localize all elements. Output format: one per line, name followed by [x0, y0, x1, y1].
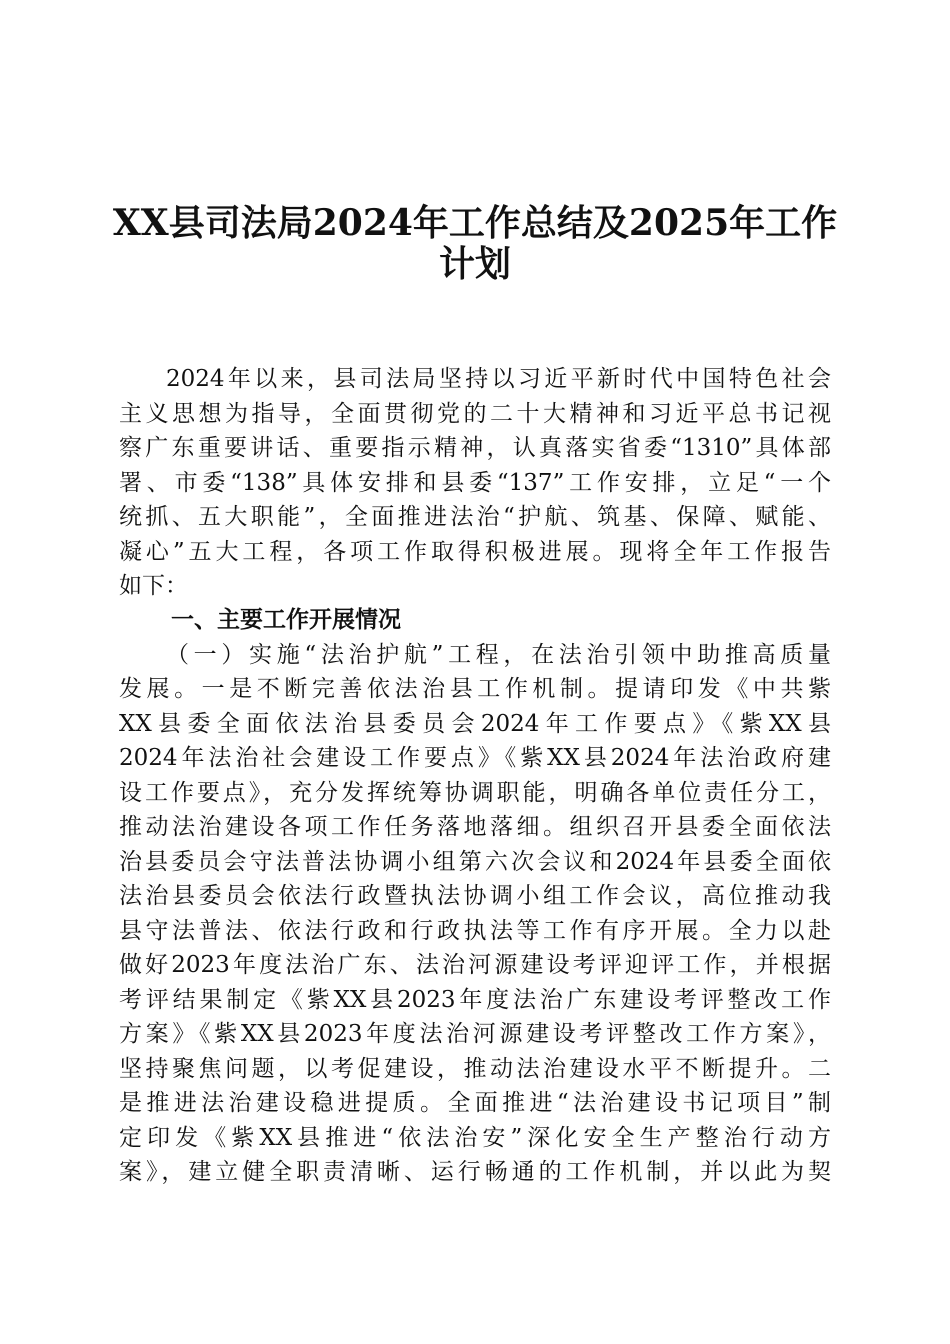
paragraph-line: 法治县委员会依法行政暨执法协调小组工作会议，高位推动我 — [119, 883, 831, 909]
paragraph-line: 主义思想为指导，全面贯彻党的二十大精神和习近平总书记视 — [119, 400, 831, 427]
paragraph-line: 做好2023年度法治广东、法治河源建设考评迎评工作，并根据 — [119, 952, 831, 978]
paragraph-line: 发展。一是不断完善依法治县工作机制。提请印发《中共紫 — [119, 676, 831, 702]
paragraph-line: 定印发《紫XX县推进“依法治安”深化安全生产整治行动方 — [119, 1124, 831, 1151]
paragraph-line: 统抓、五大职能”，全面推进法治“护航、筑基、保障、赋能、 — [119, 504, 831, 530]
section-heading: 一、主要工作开展情况 — [171, 607, 401, 633]
paragraph-line: （一）实施“法治护航”工程，在法治引领中助推高质量 — [166, 641, 831, 668]
paragraph-line: 凝心”五大工程，各项工作取得积极进展。现将全年工作报告 — [119, 538, 831, 565]
paragraph-line: 考评结果制定《紫XX县2023年度法治广东建设考评整改工作 — [119, 986, 831, 1013]
paragraph-line: XX县委全面依法治县委员会2024年工作要点》《紫XX县 — [119, 710, 831, 737]
paragraph-line: 案》，建立健全职责清晰、运行畅通的工作机制，并以此为契 — [119, 1159, 831, 1185]
paragraph-line: 察广东重要讲话、重要指示精神，认真落实省委“1310”具体部 — [119, 435, 831, 461]
document-title-line-1: XX县司法局2024年工作总结及2025年工作 — [112, 202, 838, 244]
paragraph-line: 方案》《紫XX县2023年度法治河源建设考评整改工作方案》， — [119, 1021, 831, 1047]
paragraph-line: 是推进法治建设稳进提质。全面推进“法治建设书记项目”制 — [119, 1090, 831, 1116]
paragraph-line: 如下： — [119, 573, 188, 599]
paragraph-line: 坚持聚焦问题，以考促建设，推动法治建设水平不断提升。二 — [119, 1055, 831, 1082]
paragraph-line: 署、市委“138”具体安排和县委“137”工作安排，立足“一个 — [119, 469, 831, 496]
paragraph-line: 2024年法治社会建设工作要点》《紫XX县2024年法治政府建 — [119, 745, 831, 771]
paragraph-line: 推动法治建设各项工作任务落地落细。组织召开县委全面依法 — [119, 814, 831, 840]
paragraph-line: 设工作要点》，充分发挥统筹协调职能，明确各单位责任分工， — [119, 779, 831, 806]
document-title-line-2: 计划 — [438, 243, 511, 285]
intro-paragraph — [119, 362, 831, 604]
paragraph-line: 治县委员会守法普法协调小组第六次会议和2024年县委全面依 — [119, 848, 831, 875]
section-1 — [119, 603, 831, 1190]
paragraph-line: 2024年以来，县司法局坚持以习近平新时代中国特色社会 — [166, 366, 831, 392]
paragraph-line: 县守法普法、依法行政和行政执法等工作有序开展。全力以赴 — [119, 917, 831, 944]
